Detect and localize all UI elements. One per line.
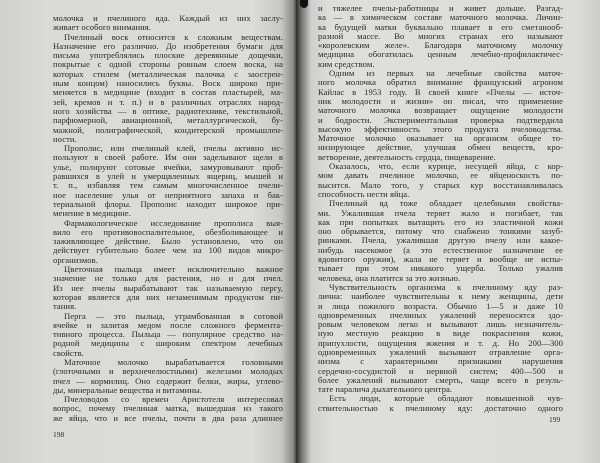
text-line: мом давать пчелиное молочко, ее яйценоскость по- <box>318 170 563 181</box>
text-line: тате паралича дыхательного центра. <box>318 384 453 395</box>
text-line: пчел — кормилиц. Оно содержит белки, жиры, углево- <box>53 375 283 386</box>
text-line: ринками. Пчела, ужалившая другую пчелу или какое- <box>318 235 563 246</box>
text-line: Маточное молочко оказывает на организм общее то- <box>318 133 563 144</box>
text-line: териальной флоры. Прополис находит широкое при- <box>53 198 283 209</box>
text-line: припухлости, ощущения жжения и т. д. Но 200—300 <box>318 337 563 348</box>
text-line: тывает при этом никакого ущерба. Только ужалив <box>318 263 563 274</box>
text-line: низирующее действие, улучшая обмен веществ, кро- <box>318 142 563 153</box>
text-line: Есть люди, которые обладают повышенной чув- <box>329 393 563 404</box>
text-line: более ужалений вызывают смерть, чаще всего в резуль- <box>318 374 563 385</box>
text-line: «королевским желе». Благодаря маточному молочку <box>318 40 563 51</box>
text-line: мажной, полиграфической, кондитерской промышлен- <box>53 124 283 135</box>
text-line: Пчеловодов со времен Аристотеля интересовал <box>64 394 283 405</box>
text-line: оно обрывается, потому что снабжено тонкими зазуб- <box>318 226 563 237</box>
paragraph <box>53 33 283 145</box>
text-line: ка — в химическом составе маточного молочка. Личин- <box>318 12 563 23</box>
paragraph <box>53 358 283 395</box>
text-line: ядовитого оружия), жала не теряет и вообще не испы- <box>318 254 563 265</box>
text-line: заживляющее действие. Было установлено, что он <box>53 236 283 247</box>
text-line: ное население улья от неприятного запаха и бак- <box>53 189 283 200</box>
text-line: вило его противовоспалительное, обезболивающее и <box>53 226 283 237</box>
text-line: меняется в медицине (входит в состав пластырей, ма- <box>53 87 283 98</box>
text-line: способность нести яйца. <box>318 188 410 199</box>
text-line: высокую эффективность этого продукта пчеловодства. <box>318 123 563 134</box>
text-line: которая является для них незаменимым продуктом пи- <box>53 291 283 302</box>
text-line: действует губительно более чем на 100 видов микро- <box>53 245 283 256</box>
text-line: ник молодости и жизни» он писал, что применение <box>318 95 563 106</box>
text-line: высится. Мало того, у старых кур восстанавливалась <box>318 179 563 190</box>
text-line: нибудь насекомое (а это естественное назначение ее <box>318 244 563 255</box>
right-page <box>296 0 600 463</box>
text-line: ды, минеральные вещества и витамины. <box>53 384 203 395</box>
text-line: которых стилем (металлическая палочка с заострен- <box>53 68 283 79</box>
paragraph <box>318 162 563 199</box>
text-line: тания. <box>53 301 77 312</box>
text-line: и бодрости. Экспериментальная проверка подтвердила <box>318 114 563 125</box>
text-line: значение не только для растения, но и для пчел. <box>53 273 283 284</box>
text-line: ровым человеком легко и вызывают лишь незначитель- <box>318 319 563 330</box>
text-line: ного хозяйства — в оптике, радиотехнике, текстильной, <box>53 105 283 116</box>
right-page-text <box>318 4 563 413</box>
text-line: и тяжелее пчелы-работницы и живет дольше. Разгад- <box>318 3 563 13</box>
text-line: покрытые с одной стороны ровным слоем воска, на <box>53 59 283 70</box>
text-line: пользуют в своей работе. Им они заделывают щели в <box>53 152 283 163</box>
text-line: человека, она платится за это жизнью. <box>318 272 461 283</box>
text-line: парфюмерной, авиационной, металлургической, бу- <box>53 115 283 126</box>
text-line: родной медицины с широким спектром лечебных <box>53 338 283 349</box>
text-line: равшихся в улей и умерщвленных ящериц, мышей и <box>53 171 283 182</box>
paragraph <box>318 394 563 413</box>
text-line: Одним из первых на лечебные свойства маточ- <box>329 68 563 79</box>
text-line: Цветочная пыльца имеет исключительно важное <box>64 264 283 275</box>
text-line: и лица пожилого возраста. Обычно 1—5 и даже 10 <box>318 300 563 311</box>
text-line: Фармакологическое исследование прополиса выя- <box>64 217 283 228</box>
text-line: ветворение, деятельность сердца, пищеварение. <box>318 151 496 162</box>
paragraph <box>318 4 563 69</box>
text-line: ким средством. <box>318 58 375 69</box>
paragraph <box>318 69 563 162</box>
text-line: (глоточными и верхнечелюстными) железами молодых <box>53 366 283 377</box>
text-line: одновременных ужалений вызывают отравление орга- <box>318 346 563 357</box>
text-line: маточного молочка возвращает ощущение молодости <box>318 105 563 116</box>
text-line: разной массе. Во многих странах его называют <box>318 30 563 41</box>
page-number: 198 <box>53 430 65 439</box>
paragraph <box>53 395 283 423</box>
text-line: Из нее пчелы вырабатывают так называемую пергу, <box>53 282 283 293</box>
paragraph <box>53 219 283 265</box>
paragraph <box>53 312 283 358</box>
left-page <box>0 0 296 463</box>
text-line: лична: наиболее чувствительны к нему женщины, дети <box>318 291 563 302</box>
text-line: свойств. <box>53 347 84 358</box>
text-line: вопрос, почему пчелиная матка, вышедшая из такого <box>53 403 283 414</box>
book-spine-shadow <box>300 0 308 8</box>
text-line: ную местную реакцию в виде покраснения кожи, <box>318 328 563 339</box>
left-page-text <box>53 14 283 423</box>
text-line: одновременных пчелиных ужалений переносятся здо- <box>318 309 563 320</box>
text-line: Пчелиный воск относится к сложным веществам. <box>64 31 283 42</box>
text-line: ного молочка обратил внимание французский агроном <box>318 77 563 88</box>
text-line: Перга — это пыльца, утрамбованная в сотовой <box>64 310 283 321</box>
text-line: Оказалось, что, если курице, несущей яйца, с кор- <box>329 161 563 172</box>
text-line: тивного процесса. Пыльца — популярное средство на- <box>53 329 283 340</box>
text-line: Назначение его различно. До изобретения бумаги для <box>53 40 283 51</box>
text-line: письма употреблялись плоские деревянные дощечки, <box>53 50 283 61</box>
text-line: ствительностью к пчелиному яду: достаточно одного <box>318 402 563 413</box>
page-number: 199 <box>549 415 561 424</box>
text-line: т. п., избавляя тем самым многочисленное пчели- <box>53 180 283 191</box>
text-line: ным концом) наносились буквы. Воск широко при- <box>53 78 283 89</box>
text-line: Кайлас в 1953 году. В своей книге «Пчелы — источ- <box>318 86 563 97</box>
text-line: молочка и пчелиного яда. Каждый из них заслу- <box>53 13 283 23</box>
text-line: Чувствительность организма к пчелиному яду раз- <box>329 281 563 292</box>
paragraph <box>53 14 283 33</box>
text-line: организмов. <box>53 254 98 265</box>
text-line: медицина обогатилась ценным лечебно-профилактичес- <box>318 49 563 60</box>
paragraph <box>318 199 563 283</box>
text-line: как при попытках вытащить его из эластичной кожи <box>318 216 563 227</box>
text-line: ми. Ужалившая пчела теряет жало и погибает, так <box>318 207 563 218</box>
text-line: живает особого внимания. <box>53 22 152 33</box>
text-line: сердечно-сосудистой и нервной систем; 400—500 и <box>318 365 563 376</box>
paragraph <box>53 144 283 218</box>
text-line: Пчелиный яд тоже обладает целебными свойства- <box>329 198 563 209</box>
text-line: же яйца, что и все пчелы, почти в два раза длиннее <box>53 412 283 423</box>
text-line: зей, кремов и т. п.) и в различных отраслях народ- <box>53 96 283 107</box>
text-line: Маточное молочко вырабатывается головными <box>64 356 283 367</box>
text-line: менение в медицине. <box>53 208 131 219</box>
text-line: улье, полируют сотовые ячейки, замуровывают проб- <box>53 161 283 172</box>
paragraph <box>53 265 283 311</box>
text-line: ячейке и залитая медом после сложного фермента- <box>53 319 283 330</box>
text-line: ка будущей матки буквально плавает в его сметанооб- <box>318 21 563 32</box>
text-line: низма с характерными признаками нарушения <box>318 356 563 367</box>
text-line: Прополис, или пчелиный клей, пчелы активно ис- <box>64 143 283 154</box>
paragraph <box>318 283 563 395</box>
text-line: ности. <box>53 133 77 144</box>
